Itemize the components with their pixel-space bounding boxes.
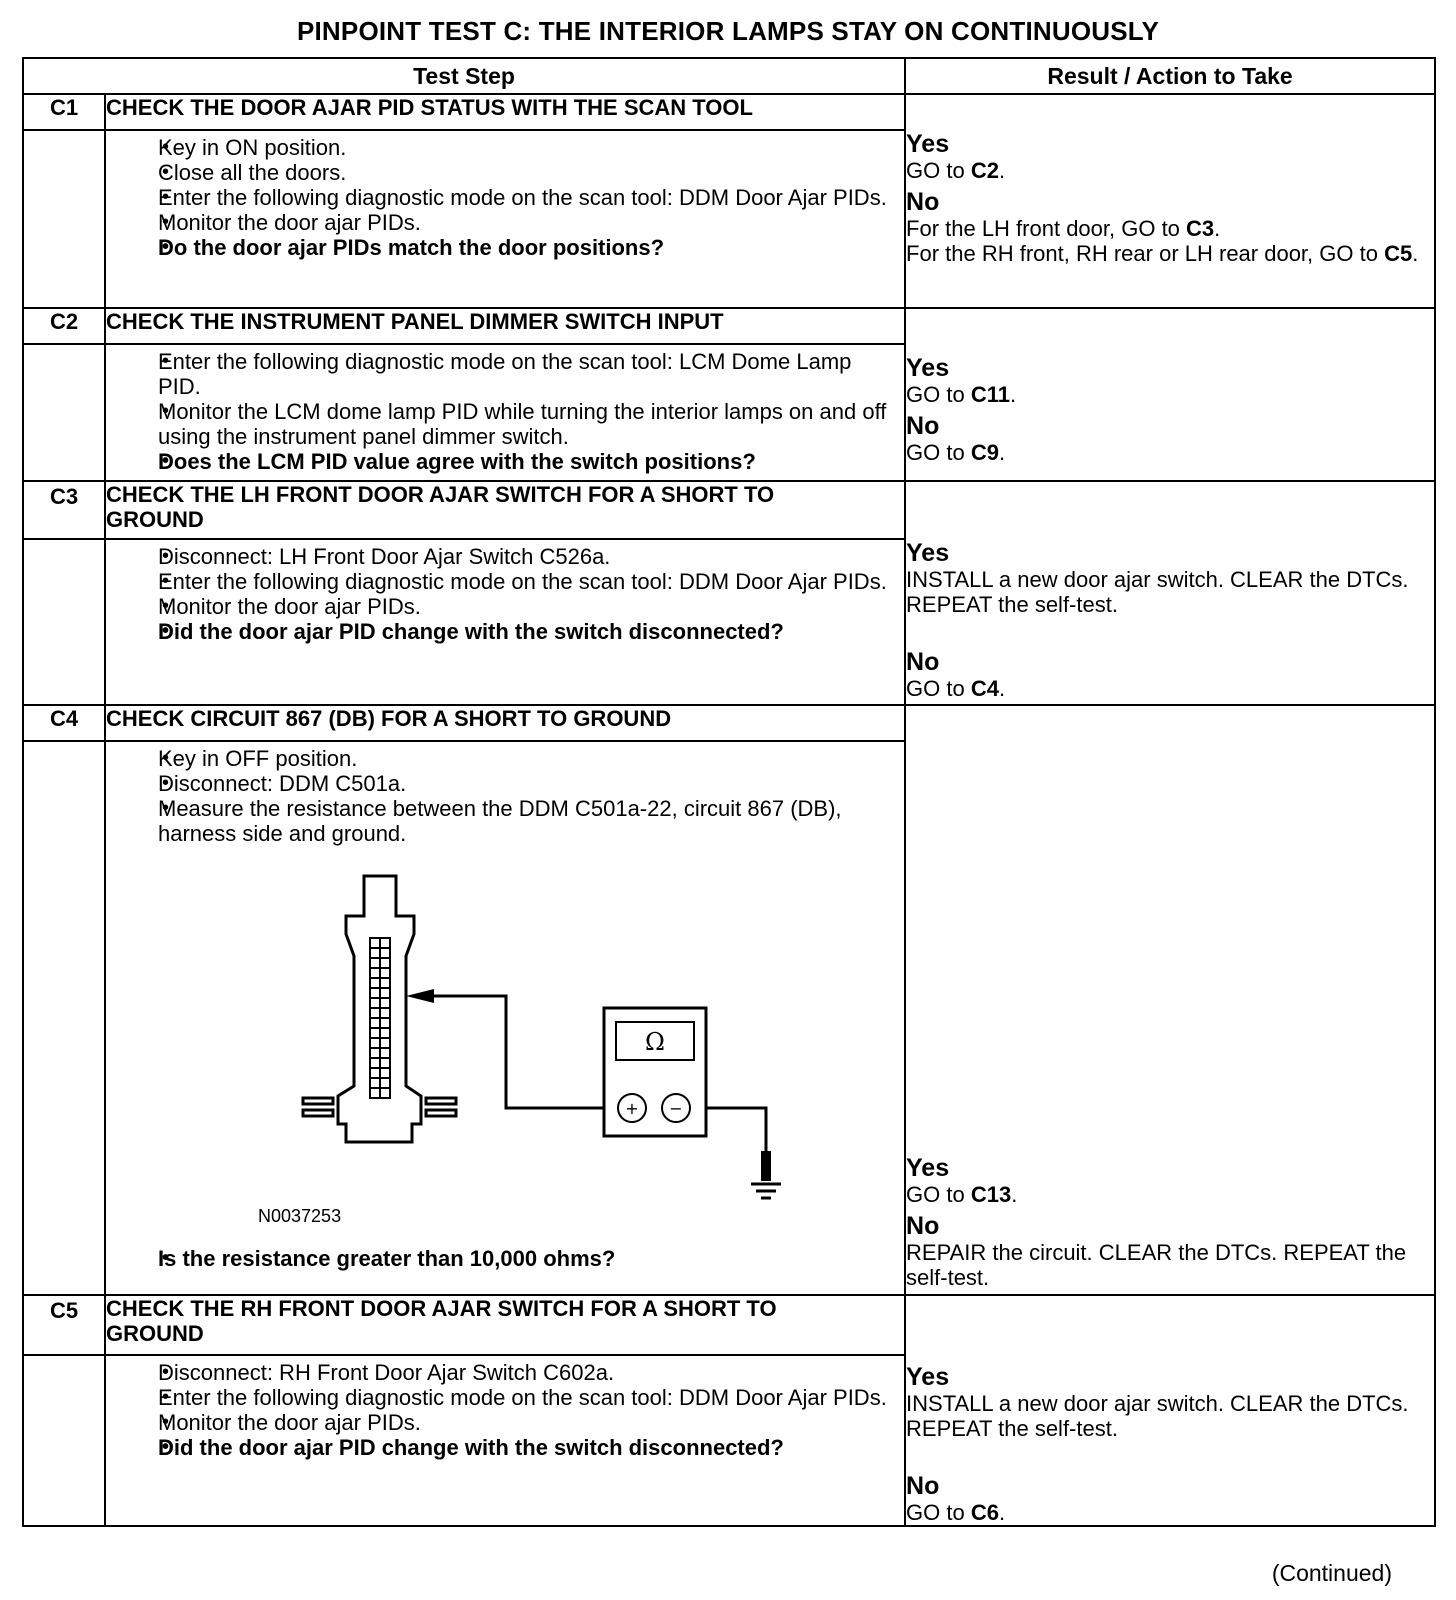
step-heading: CHECK CIRCUIT 867 (DB) FOR A SHORT TO GROUND (105, 705, 905, 741)
yes-label: Yes (906, 1363, 950, 1391)
step-id-spacer (23, 130, 105, 308)
plus-terminal-label: + (625, 1099, 639, 1118)
connector-pin (370, 938, 380, 948)
connector-pin (370, 958, 380, 968)
connector-pin (380, 978, 390, 988)
instruction-list (106, 131, 904, 266)
no-action: GO to C9. (906, 440, 1006, 465)
yes-action: GO to C11. (906, 382, 1017, 407)
yes-ref: C13 (970, 1182, 1012, 1207)
step-instructions (105, 344, 905, 481)
connector-pin (370, 1068, 380, 1078)
instruction-item: • Monitor the door ajar PIDs. (106, 1410, 890, 1435)
step-c5-heading-row (23, 1295, 1435, 1355)
step-id: C3 (23, 481, 105, 539)
yes-ref: C11 (970, 382, 1010, 407)
connector-pin (380, 1028, 390, 1038)
step-c1-heading-row (23, 94, 1435, 130)
step-instructions (105, 741, 905, 1295)
continued-label: (Continued) (1271, 1560, 1392, 1586)
instruction-list (106, 540, 904, 650)
instruction-item: • Monitor the door ajar PIDs. (106, 594, 890, 619)
instruction-item: • Close all the doors. (106, 160, 890, 185)
connector-pin (370, 1028, 380, 1038)
step-question: • Does the LCM PID value agree with the switch positions? (106, 449, 890, 474)
test-step-header: Test Step (23, 58, 905, 94)
instruction-item: • Disconnect: LH Front Door Ajar Switch C526a. (106, 544, 890, 569)
connector-pin (370, 1088, 380, 1098)
no-label: No (906, 1212, 940, 1240)
instruction-item: • Enter the following diagnostic mode on the scan tool: LCM Dome Lamp PID. (106, 349, 890, 399)
yes-label: Yes (906, 539, 950, 567)
result-header: Result / Action to Take (905, 58, 1435, 94)
page-title: PINPOINT TEST C: THE INTERIOR LAMPS STAY ON CONTINUOUSLY (296, 16, 1160, 46)
instruction-item: • Monitor the door ajar PIDs. (106, 210, 890, 235)
ground-symbol-icon (751, 1184, 781, 1198)
no-text: GO to (906, 676, 965, 701)
figure-id: N0037253 (258, 1206, 342, 1226)
connector-pin (370, 998, 380, 1008)
step-id: C2 (23, 308, 105, 344)
no-ref: C5 (1384, 241, 1413, 266)
yes-ref: C2 (970, 158, 999, 183)
step-c4-result (905, 705, 1435, 1295)
instruction-item: • Key in ON position. (106, 135, 890, 160)
step-heading: CHECK THE RH FRONT DOOR AJAR SWITCH FOR A SHORT TO GROUND (105, 1295, 905, 1355)
step-instructions (105, 1355, 905, 1526)
step-instructions (105, 130, 905, 308)
instruction-item: • Disconnect: RH Front Door Ajar Switch C602a. (106, 1360, 890, 1385)
step-id-spacer (23, 539, 105, 705)
connector-pin (380, 1048, 390, 1058)
no-text: GO to (906, 440, 965, 465)
minus-terminal-label: − (669, 1099, 683, 1118)
step-heading: CHECK THE INSTRUMENT PANEL DIMMER SWITCH INPUT (105, 308, 905, 344)
connector-pin (370, 968, 380, 978)
connector-pin (380, 1078, 390, 1088)
connector-diagram (106, 846, 904, 1246)
no-action: GO to C4. (906, 676, 1006, 701)
step-c3-result (905, 481, 1435, 705)
instruction-item: • Measure the resistance between the DDM C501a-22, circuit 867 (DB), harness side and ground. (106, 796, 890, 846)
no-ref: C6 (970, 1500, 999, 1525)
step-c3-heading-row (23, 481, 1435, 539)
step-id: C4 (23, 705, 105, 741)
no-ref: C9 (970, 440, 999, 465)
connector-pin (370, 1058, 380, 1068)
step-c5-result (905, 1295, 1435, 1526)
instruction-item: • Monitor the LCM dome lamp PID while turning the interior lamps on and off using the instrument panel dimmer switch. (106, 399, 890, 449)
step-c1-result (905, 94, 1435, 308)
connector-pin (370, 978, 380, 988)
yes-action: INSTALL a new door ajar switch. CLEAR the DTCs. REPEAT the self-test. (906, 1391, 1409, 1441)
step-heading: CHECK THE LH FRONT DOOR AJAR SWITCH FOR A SHORT TO GROUND (105, 481, 905, 539)
connector-pin (370, 1018, 380, 1028)
instruction-item: • Enter the following diagnostic mode on the scan tool: DDM Door Ajar PIDs. (106, 569, 890, 594)
yes-text: GO to (906, 1182, 965, 1207)
yes-action: INSTALL a new door ajar switch. CLEAR the DTCs. REPEAT the self-test. (906, 567, 1409, 617)
resistance-measurement-diagram (106, 846, 906, 1206)
yes-action: GO to C2. (906, 158, 1006, 183)
yes-label: Yes (906, 130, 950, 158)
probe-tip-icon (406, 989, 434, 1003)
connector-pin (380, 988, 390, 998)
no-text: For the RH front, RH rear or LH rear door, GO to (906, 241, 1378, 266)
step-id: C1 (23, 94, 105, 130)
yes-text: GO to (906, 158, 965, 183)
instruction-list (106, 1246, 904, 1277)
no-action: REPAIR the circuit. CLEAR the DTCs. REPEAT the self-test. (906, 1240, 1407, 1290)
connector-pin-grid (370, 938, 390, 1098)
connector-pin (380, 968, 390, 978)
step-c2-heading-row (23, 308, 1435, 344)
pinpoint-test-table (22, 57, 1436, 1527)
step-id: C5 (23, 1295, 105, 1355)
connector-pin (370, 1048, 380, 1058)
test-lead-wires (431, 996, 766, 1166)
step-id-spacer (23, 1355, 105, 1526)
step-c4-heading-row (23, 705, 1435, 741)
connector-pin (380, 1008, 390, 1018)
instruction-list (106, 345, 904, 480)
step-instructions (105, 539, 905, 705)
connector-pin (380, 948, 390, 958)
connector-pin (370, 948, 380, 958)
instruction-item: • Disconnect: DDM C501a. (106, 771, 890, 796)
connector-pin (380, 958, 390, 968)
connector-pin (380, 1088, 390, 1098)
yes-action: GO to C13. (906, 1182, 1018, 1207)
no-action-2: For the RH front, RH rear or LH rear door, GO to C5. (906, 241, 1419, 266)
instruction-list (106, 1356, 904, 1466)
no-label: No (906, 412, 940, 440)
table-header-row (23, 58, 1435, 94)
yes-text: GO to (906, 382, 965, 407)
connector-pin (370, 1078, 380, 1088)
yes-label: Yes (906, 1154, 950, 1182)
no-text: GO to (906, 1500, 965, 1525)
no-label: No (906, 648, 940, 676)
no-ref: C4 (970, 676, 999, 701)
instruction-list (106, 742, 904, 846)
step-question: • Did the door ajar PID change with the switch disconnected? (106, 619, 890, 644)
no-text: For the LH front door, GO to (906, 216, 1180, 241)
instruction-item: • Key in OFF position. (106, 746, 890, 771)
step-id-spacer (23, 344, 105, 481)
no-action-1: For the LH front door, GO to C3. (906, 216, 1221, 241)
connector-pin (370, 988, 380, 998)
step-question: • Is the resistance greater than 10,000 ohms? (106, 1246, 890, 1271)
connector-pin (380, 1068, 390, 1078)
instruction-item: • Enter the following diagnostic mode on the scan tool: DDM Door Ajar PIDs. (106, 185, 890, 210)
connector-pin (370, 1038, 380, 1048)
connector-pin (380, 938, 390, 948)
step-question: • Did the door ajar PID change with the switch disconnected? (106, 1435, 890, 1460)
ohmmeter-icon (604, 1008, 706, 1136)
step-heading: CHECK THE DOOR AJAR PID STATUS WITH THE SCAN TOOL (105, 94, 905, 130)
connector-pin (380, 1058, 390, 1068)
connector-pin (370, 1008, 380, 1018)
no-ref: C3 (1186, 216, 1215, 241)
step-question: • Do the door ajar PIDs match the door positions? (106, 235, 890, 260)
no-label: No (906, 1472, 940, 1500)
ohm-symbol: Ω (645, 1028, 665, 1056)
step-id-spacer (23, 741, 105, 1295)
connector-pin (380, 1038, 390, 1048)
connector-pin (380, 1018, 390, 1028)
instruction-item: • Enter the following diagnostic mode on the scan tool: DDM Door Ajar PIDs. (106, 1385, 890, 1410)
no-label: No (906, 188, 940, 216)
connector-pin (380, 998, 390, 1008)
no-action: GO to C6. (906, 1500, 1006, 1525)
step-c2-result (905, 308, 1435, 481)
ground-probe-icon (761, 1151, 771, 1181)
yes-label: Yes (906, 354, 950, 382)
